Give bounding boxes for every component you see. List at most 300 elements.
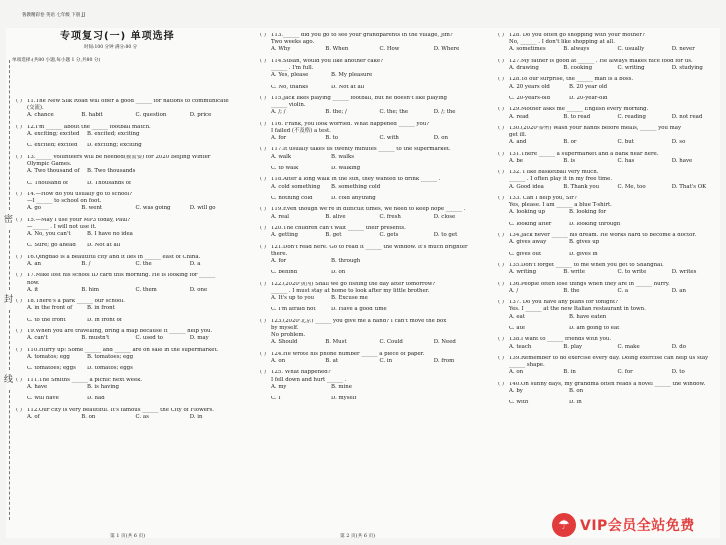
- answer-bracket[interactable]: ( ): [498, 300, 504, 306]
- answer-option[interactable]: A. exciting; excited: [27, 130, 80, 137]
- answer-options: [260, 259, 421, 270]
- answer-option[interactable]: C. behind: [271, 270, 298, 276]
- answer-option[interactable]: C. the; the: [379, 109, 409, 116]
- answer-option[interactable]: C. 20-years-old: [509, 95, 551, 101]
- answer-option[interactable]: B. Excuse me: [331, 295, 368, 302]
- answer-option[interactable]: A. an: [27, 261, 42, 267]
- answer-option[interactable]: A. by: [509, 387, 523, 394]
- answer-option[interactable]: C. with: [379, 135, 399, 142]
- question-stem: 136.People often lose things when they are in ______ hurry.: [509, 281, 670, 287]
- answer-bracket[interactable]: ( ): [260, 95, 266, 101]
- answer-bracket[interactable]: ( ): [260, 370, 266, 376]
- answer-option[interactable]: D. tomatos; eggs: [87, 366, 133, 372]
- answer-option[interactable]: A. be: [509, 157, 523, 164]
- answer-option[interactable]: D. Have a good time: [331, 307, 387, 313]
- answer-options: [260, 85, 421, 96]
- answer-option[interactable]: C. excited; excited: [27, 143, 78, 149]
- question-continuation: No, ______ . I don't like shopping at all.: [509, 39, 615, 46]
- answer-bracket[interactable]: ( ): [498, 356, 504, 362]
- answer-option[interactable]: C. looking after: [509, 221, 552, 227]
- question-item: [498, 382, 726, 401]
- answer-bracket[interactable]: ( ): [16, 154, 22, 160]
- question-stem: 121.Don't read here. Go to read it ______ the window. It's much brighter: [271, 244, 468, 250]
- answer-bracket[interactable]: ( ): [16, 347, 22, 353]
- answer-bracket[interactable]: ( ): [16, 299, 22, 305]
- answer-option[interactable]: C. fresh: [379, 213, 401, 220]
- answer-options: [260, 110, 488, 121]
- answer-bracket[interactable]: ( ): [498, 33, 504, 38]
- answer-bracket[interactable]: ( ): [16, 217, 22, 223]
- answer-option[interactable]: D. looking through: [569, 221, 621, 227]
- question-item: [16, 299, 244, 318]
- answer-option[interactable]: B. to: [325, 135, 339, 142]
- answer-option[interactable]: D. an: [671, 287, 686, 294]
- answer-option[interactable]: A. of: [27, 413, 40, 420]
- question-stem: 130.(2020·泰州) Wash your hands before meals, ______ you may: [509, 125, 682, 131]
- question-item: [260, 122, 488, 148]
- answer-option[interactable]: D. /; the: [433, 109, 456, 116]
- answer-bracket[interactable]: ( ): [16, 99, 22, 104]
- answer-option[interactable]: D. 20-year-old: [569, 95, 608, 101]
- answer-options: [498, 185, 726, 196]
- answer-option[interactable]: D. a: [189, 261, 201, 267]
- answer-option[interactable]: C. gets: [379, 232, 399, 239]
- answer-option[interactable]: C. the: [135, 261, 152, 267]
- question-item: [16, 192, 244, 218]
- question-item: [260, 85, 488, 96]
- answer-bracket[interactable]: ( ): [260, 281, 266, 287]
- answer-options: [260, 270, 421, 281]
- question-item: [498, 77, 726, 96]
- answer-option[interactable]: D. from: [433, 358, 455, 364]
- question-stem: 17.Mike lost his school ID card this morning. He is looking for ______: [27, 273, 216, 279]
- answer-option[interactable]: D. exciting; exciting: [87, 143, 142, 149]
- question-item: [498, 337, 726, 356]
- answer-options: [498, 222, 659, 233]
- answer-option[interactable]: D. never: [671, 46, 695, 53]
- answer-option[interactable]: B. have eaten: [569, 313, 607, 320]
- answer-option[interactable]: C. as: [135, 413, 149, 420]
- answer-option[interactable]: C. Could: [379, 339, 403, 346]
- answer-options: [16, 396, 177, 407]
- answer-option[interactable]: A. Should: [271, 339, 298, 346]
- answer-option[interactable]: D. in: [569, 400, 582, 406]
- answer-options: [16, 306, 177, 317]
- answer-option[interactable]: C. gives out: [509, 251, 542, 257]
- answer-option[interactable]: D. have: [671, 157, 693, 164]
- answer-option[interactable]: C. usually: [617, 46, 645, 53]
- answer-option[interactable]: C. in: [379, 358, 393, 364]
- answer-options: [498, 289, 726, 300]
- question-item: [260, 270, 488, 281]
- question-item: [498, 282, 726, 301]
- answer-option[interactable]: A. for: [271, 257, 287, 264]
- question-continuation: ______ . I often play it in my free time.: [509, 176, 613, 183]
- answer-options: [16, 336, 244, 347]
- answer-options: [16, 206, 244, 217]
- question-item: [260, 33, 488, 59]
- answer-bracket[interactable]: ( ): [260, 351, 266, 357]
- answer-option[interactable]: C. them: [135, 286, 157, 293]
- answer-option[interactable]: B. cooking: [563, 64, 593, 71]
- question-continuation: by myself.: [271, 325, 299, 332]
- answer-option[interactable]: B. is: [563, 157, 576, 164]
- answer-option[interactable]: C. question: [135, 112, 167, 119]
- answer-option[interactable]: B. I have no idea: [87, 231, 133, 238]
- question-item: [498, 233, 726, 252]
- answer-option[interactable]: D. That's OK: [671, 183, 707, 190]
- answer-option[interactable]: A. my: [271, 383, 287, 390]
- answer-option[interactable]: A. walk: [271, 153, 292, 160]
- answer-bracket[interactable]: ( ): [498, 170, 504, 176]
- answer-option[interactable]: B. or: [563, 139, 577, 146]
- answer-option[interactable]: D. am going to eat: [569, 326, 620, 332]
- answer-option[interactable]: A. Two thousand of: [27, 168, 80, 175]
- answer-option[interactable]: D. Not at all: [87, 243, 121, 249]
- answer-options: [498, 400, 659, 411]
- answer-bracket[interactable]: ( ): [260, 244, 266, 250]
- answer-option[interactable]: A. in the front of: [27, 305, 73, 312]
- answer-bracket[interactable]: ( ): [260, 147, 266, 153]
- answer-option[interactable]: D. in front of: [87, 317, 122, 323]
- answer-option[interactable]: B. something cold: [331, 183, 381, 190]
- answer-bracket[interactable]: ( ): [260, 207, 266, 213]
- answer-option[interactable]: C. ate: [509, 326, 525, 332]
- answer-option[interactable]: B. write: [563, 269, 585, 276]
- answer-option[interactable]: B. alive: [325, 213, 346, 220]
- answer-bracket[interactable]: ( ): [16, 124, 22, 130]
- answer-option[interactable]: A. chance: [27, 112, 54, 119]
- answer-option[interactable]: D. may: [189, 335, 209, 342]
- answer-option[interactable]: B. Thank you: [563, 183, 600, 190]
- question-item: [260, 177, 488, 196]
- answer-option[interactable]: C. to write: [617, 269, 647, 276]
- answer-options: [498, 210, 659, 221]
- answer-option[interactable]: A. looking up: [509, 209, 546, 216]
- question-item: [498, 356, 726, 382]
- question-item: [498, 59, 726, 78]
- answer-option[interactable]: C. Me, too: [617, 183, 646, 190]
- answer-option[interactable]: D. gives in: [569, 251, 598, 257]
- answer-option[interactable]: B. gives up: [569, 239, 600, 246]
- answer-option[interactable]: C. a: [617, 287, 629, 294]
- answer-option[interactable]: C. nothing cold: [271, 196, 313, 201]
- answer-option[interactable]: A. gives away: [509, 239, 547, 246]
- answer-bracket[interactable]: ( ): [260, 33, 266, 38]
- question-item: [16, 318, 244, 329]
- answer-bracket[interactable]: ( ): [260, 58, 266, 64]
- answer-bracket[interactable]: ( ): [498, 233, 504, 239]
- answer-options: [498, 270, 726, 281]
- question-stem: 117.It usually takes us twenty minutes ______ to the supermarket.: [271, 147, 451, 153]
- answer-options: [498, 240, 659, 251]
- answer-option[interactable]: B. through: [331, 257, 361, 264]
- answer-option[interactable]: D. close: [433, 213, 456, 220]
- answer-option[interactable]: B. mine: [331, 383, 352, 390]
- answer-option[interactable]: C. will have: [27, 396, 59, 402]
- answer-options: [260, 185, 421, 196]
- answer-option[interactable]: B. always: [563, 46, 590, 53]
- answer-options: [16, 262, 244, 273]
- answer-bracket[interactable]: ( ): [16, 191, 22, 197]
- answer-option[interactable]: A. 20 years old: [509, 83, 550, 90]
- answer-option[interactable]: A. writing: [509, 269, 537, 276]
- answer-bracket[interactable]: ( ): [498, 151, 504, 157]
- answer-option[interactable]: B. /: [81, 261, 91, 267]
- answer-options: [16, 366, 177, 377]
- question-item: [498, 126, 726, 152]
- answer-option[interactable]: C. to walk: [271, 166, 299, 172]
- answer-options: [260, 166, 421, 177]
- answer-bracket[interactable]: ( ): [498, 281, 504, 287]
- question-stem: 113.______ did you go to see your grandparents in the village, Jim?: [271, 33, 453, 38]
- answer-option[interactable]: B. looking for: [569, 209, 607, 216]
- answer-option[interactable]: D. so: [671, 139, 686, 146]
- answer-option[interactable]: D. walking: [331, 166, 361, 172]
- answer-option[interactable]: D. will go: [189, 205, 216, 212]
- answer-option[interactable]: A. drawing: [509, 64, 539, 71]
- answer-bracket[interactable]: ( ): [498, 196, 504, 201]
- question-item: [260, 96, 488, 122]
- answer-option[interactable]: A. Why: [271, 46, 291, 53]
- answer-option[interactable]: B. 20 year old: [569, 83, 608, 90]
- answer-option[interactable]: A. /: [509, 287, 519, 294]
- answer-option[interactable]: A. can't: [27, 335, 48, 342]
- answer-options: [498, 345, 726, 356]
- answer-options: [16, 232, 177, 243]
- question-stem: 124.He wrote his phone number ______ a piece of paper.: [271, 351, 425, 357]
- answer-options: [260, 396, 421, 407]
- answer-bracket[interactable]: ( ): [498, 381, 504, 387]
- page-footer-left: 第 1 页(共 6 页): [110, 534, 146, 539]
- question-item: [260, 196, 488, 207]
- question-stem: 122.(2020·黄冈) Shall we go fishing the day after tomorrow?: [271, 281, 436, 287]
- answer-option[interactable]: C. used to: [135, 335, 163, 342]
- question-continuation: ______ shape.: [509, 362, 545, 369]
- question-item: [16, 99, 244, 125]
- answer-option[interactable]: A. teach: [509, 343, 532, 350]
- answer-option[interactable]: A. tomatos; egg: [27, 353, 70, 360]
- question-item: [16, 143, 244, 154]
- answer-option[interactable]: C. for: [617, 369, 633, 376]
- answer-option[interactable]: B. the; /: [325, 109, 347, 116]
- answer-option[interactable]: B. tomatoes; egg: [87, 353, 134, 360]
- answer-option[interactable]: C. make: [617, 343, 640, 350]
- answer-option[interactable]: D. one: [189, 286, 208, 293]
- question-stem: 137. Do you have any plans for tonight?: [509, 300, 619, 306]
- answer-bracket[interactable]: ( ): [16, 407, 22, 413]
- answer-option[interactable]: A. on: [271, 358, 286, 364]
- answer-options: [498, 66, 726, 77]
- margin-mark-mi: 密: [4, 215, 14, 225]
- question-continuation: Yes, please. I am ______ a blue T-shirt.: [509, 202, 612, 209]
- answer-options: [260, 196, 421, 207]
- answer-option[interactable]: B. to read: [563, 113, 591, 120]
- answer-bracket[interactable]: ( ): [260, 177, 266, 183]
- question-stem: 131.There ______ a supermarket and a bank near here.: [509, 151, 659, 157]
- answer-option[interactable]: B. on: [569, 387, 584, 394]
- question-item: [260, 59, 488, 85]
- answer-option[interactable]: C. to the front: [27, 317, 66, 323]
- answer-option[interactable]: D. to get: [433, 232, 458, 239]
- answer-option[interactable]: B. him: [81, 286, 99, 293]
- answer-option[interactable]: C. No, thanks: [271, 84, 309, 90]
- answer-option[interactable]: B. at: [325, 358, 339, 364]
- answer-bracket[interactable]: ( ): [260, 318, 266, 324]
- question-item: [260, 147, 488, 166]
- answer-option[interactable]: A. on: [509, 369, 524, 376]
- answer-bracket[interactable]: ( ): [16, 254, 22, 260]
- question-stem: 12.I'm ______ about the ______ football match.: [27, 124, 151, 130]
- question-stem: 115.Jack likes playing ______ football, but he doesn't like playing: [271, 95, 447, 101]
- answer-option[interactable]: B. is having: [87, 383, 119, 390]
- vip-badge[interactable]: [552, 512, 720, 538]
- answer-option[interactable]: A. /; /: [271, 109, 286, 116]
- answer-option[interactable]: C. I: [271, 396, 281, 402]
- answer-option[interactable]: A. for: [271, 135, 287, 142]
- question-continuation: Yes. I ______ at the new Italian restaurant in town.: [509, 306, 646, 313]
- question-item: [260, 370, 488, 396]
- answer-bracket[interactable]: ( ): [498, 337, 504, 343]
- answer-option[interactable]: C. was going: [135, 205, 171, 212]
- question-stem: 125. What happened?: [271, 370, 331, 376]
- question-stem: 123.(2020·北京) ______ you give me a hand? I can't move the box: [271, 318, 447, 324]
- answer-option[interactable]: C. but: [617, 139, 634, 146]
- answer-option[interactable]: D. do: [671, 343, 687, 350]
- answer-option[interactable]: B. When: [325, 46, 349, 53]
- question-item: [260, 307, 488, 318]
- answer-option[interactable]: A. read: [509, 113, 529, 120]
- answer-options: [498, 115, 726, 126]
- answer-option[interactable]: C. I'm afraid not: [271, 307, 316, 313]
- answer-option[interactable]: A. cold something: [271, 183, 321, 190]
- answer-option[interactable]: D. not read: [671, 113, 703, 120]
- answer-option[interactable]: A. No, you can't: [27, 231, 71, 238]
- question-continuation: ______ . I'm full.: [271, 64, 314, 71]
- question-stem: 110.Hurry up! Some ______ and ______ are on sale in the supermarket.: [27, 347, 219, 353]
- question-continuation: Olympic Games.: [27, 160, 72, 167]
- answer-options: [16, 169, 177, 180]
- answer-option[interactable]: D. Not at all: [331, 84, 365, 90]
- answer-option[interactable]: D. writes: [671, 269, 697, 276]
- answer-option[interactable]: D. cold anything: [331, 196, 376, 201]
- answer-option[interactable]: C. with: [509, 400, 529, 406]
- answer-bracket[interactable]: ( ): [498, 58, 504, 64]
- answer-option[interactable]: B. My pleasure: [331, 72, 373, 79]
- answer-option[interactable]: D. Need: [433, 339, 456, 346]
- question-item: [260, 166, 488, 177]
- answer-option[interactable]: A. Good idea: [509, 183, 544, 190]
- question-stem: 138.I want to ______ friends with you.: [509, 337, 612, 343]
- question-continuation: ______ . I must stay at home to look after my little brother.: [271, 287, 430, 294]
- answer-bracket[interactable]: ( ): [498, 77, 504, 83]
- question-item: [498, 222, 726, 233]
- answer-option[interactable]: C. reading: [617, 113, 646, 120]
- answer-option[interactable]: C. has: [617, 157, 635, 164]
- question-item: [260, 226, 488, 245]
- margin-mark-feng: 封: [4, 295, 14, 305]
- answer-option[interactable]: D. price: [189, 112, 212, 119]
- answer-option[interactable]: A. real: [271, 213, 290, 220]
- question-stem: 14.—How do you usually go to school?: [27, 191, 133, 197]
- question-item: [498, 326, 726, 337]
- answer-option[interactable]: C. writing: [617, 64, 645, 71]
- answer-bracket[interactable]: ( ): [260, 225, 266, 231]
- question-stem: 133. Can I help you, Sir?: [509, 196, 577, 201]
- question-item: [16, 218, 244, 244]
- answer-option[interactable]: B. in: [563, 369, 576, 376]
- question-item: [16, 366, 244, 377]
- question-stem: 132. I like basketball very much.: [509, 170, 599, 176]
- answer-option[interactable]: B. excited; exciting: [87, 130, 140, 137]
- answer-options: [260, 155, 421, 166]
- answer-option[interactable]: D. myself: [331, 396, 357, 402]
- answer-option[interactable]: D. had: [87, 396, 105, 402]
- answer-option[interactable]: B. play: [563, 343, 583, 350]
- answer-option[interactable]: B. on: [81, 413, 96, 420]
- answer-option[interactable]: D. Where: [433, 46, 460, 53]
- answer-option[interactable]: D. Thousands of: [87, 180, 131, 186]
- answer-option[interactable]: A. go: [27, 205, 42, 212]
- answer-option[interactable]: A. Yes, please: [271, 72, 309, 79]
- series-header: 鲁教精彩卷 英语 七年级 下册 JJ: [22, 13, 86, 18]
- answer-option[interactable]: C. How: [379, 46, 400, 53]
- answer-option[interactable]: B. went: [81, 205, 103, 212]
- answer-option[interactable]: D. on: [331, 270, 346, 276]
- question-continuation: I failed (不及格) a test.: [271, 127, 331, 134]
- answer-option[interactable]: B. Two thousands: [87, 168, 136, 175]
- answer-option[interactable]: B. in front: [87, 305, 115, 312]
- answer-bracket[interactable]: ( ): [498, 125, 504, 131]
- answer-option[interactable]: A. it: [27, 286, 39, 293]
- answer-option[interactable]: B. Must: [325, 339, 347, 346]
- question-item: [16, 378, 244, 397]
- answer-option[interactable]: C. Sure; go ahead: [27, 243, 76, 249]
- answer-option[interactable]: A. It's up to you: [271, 295, 315, 302]
- answer-bracket[interactable]: ( ): [260, 121, 266, 127]
- question-stem: 128. Do you often go shopping with your mother?: [509, 33, 645, 38]
- answer-option[interactable]: B. habit: [81, 112, 103, 119]
- question-item: [260, 245, 488, 271]
- answer-bracket[interactable]: ( ): [16, 377, 22, 383]
- answer-option[interactable]: C. tomatoes; eggs: [27, 366, 76, 372]
- answer-bracket[interactable]: ( ): [498, 263, 504, 269]
- answer-option[interactable]: D. in: [189, 413, 203, 420]
- question-item: [16, 181, 244, 192]
- answer-option[interactable]: A. and: [509, 139, 527, 146]
- answer-option[interactable]: A. have: [27, 383, 48, 390]
- question-item: [498, 107, 726, 126]
- answer-option[interactable]: B. get: [325, 232, 342, 239]
- answer-option[interactable]: B. the: [563, 287, 580, 294]
- answer-option[interactable]: D. studying: [671, 64, 703, 71]
- answer-bracket[interactable]: ( ): [16, 329, 22, 335]
- answer-option[interactable]: A. eat: [509, 313, 525, 320]
- question-continuation: ______ violin.: [271, 102, 306, 109]
- answer-option[interactable]: B. walks: [331, 153, 354, 160]
- answer-bracket[interactable]: ( ): [16, 273, 22, 279]
- answer-option[interactable]: B. mustn't: [81, 335, 110, 342]
- answer-option[interactable]: C. Thousand of: [27, 180, 69, 186]
- question-stem: 13.______ volunteers will be needed(被需要) for 2020 Beijing Winter: [27, 154, 211, 160]
- question-stem: 127.My father is good at ______ . He always makes nice food for us.: [509, 58, 693, 64]
- answer-option[interactable]: A. getting: [271, 232, 298, 239]
- question-item: [16, 155, 244, 181]
- answer-option[interactable]: D. to: [671, 369, 685, 376]
- answer-option[interactable]: A. sometimes: [509, 46, 546, 53]
- answer-option[interactable]: D. on: [433, 135, 449, 142]
- answer-bracket[interactable]: ( ): [498, 107, 504, 113]
